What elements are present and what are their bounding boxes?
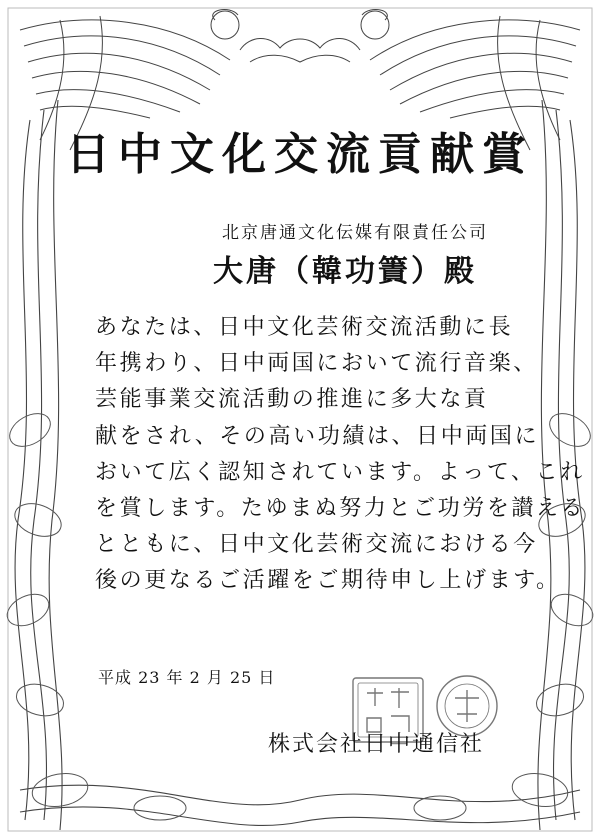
certificate-body: [95, 310, 586, 600]
recipient-organization: 北京唐通文化伝媒有限責任公司: [222, 223, 488, 243]
body-line: 献をされ、その高い功績は、日中両国に: [95, 423, 540, 449]
body-line: 年携わり、日中両国において流行音楽、: [95, 351, 538, 377]
issuer-company: 株式会社日中通信社: [268, 732, 485, 757]
body-line: 後の更なるご活躍をご期待申し上げます。: [95, 568, 561, 594]
body-line: 芸能事業交流活動の推進に多大な貢: [95, 387, 489, 413]
recipient-name: 大唐（韓功簀）殿: [213, 254, 477, 289]
body-line: とともに、日中文化芸術交流における今: [95, 532, 538, 558]
body-line: おいて広く認知されています。よって、これ: [95, 459, 585, 485]
issue-date: 平成 23 年 2 月 25 日: [98, 668, 276, 687]
certificate-title: 日中文化交流貢献賞: [66, 129, 534, 180]
body-line: を賞します。たゆまぬ努力とご功労を讃える: [95, 496, 586, 522]
body-line: あなたは、日中文化芸術交流活動に長: [95, 315, 514, 340]
